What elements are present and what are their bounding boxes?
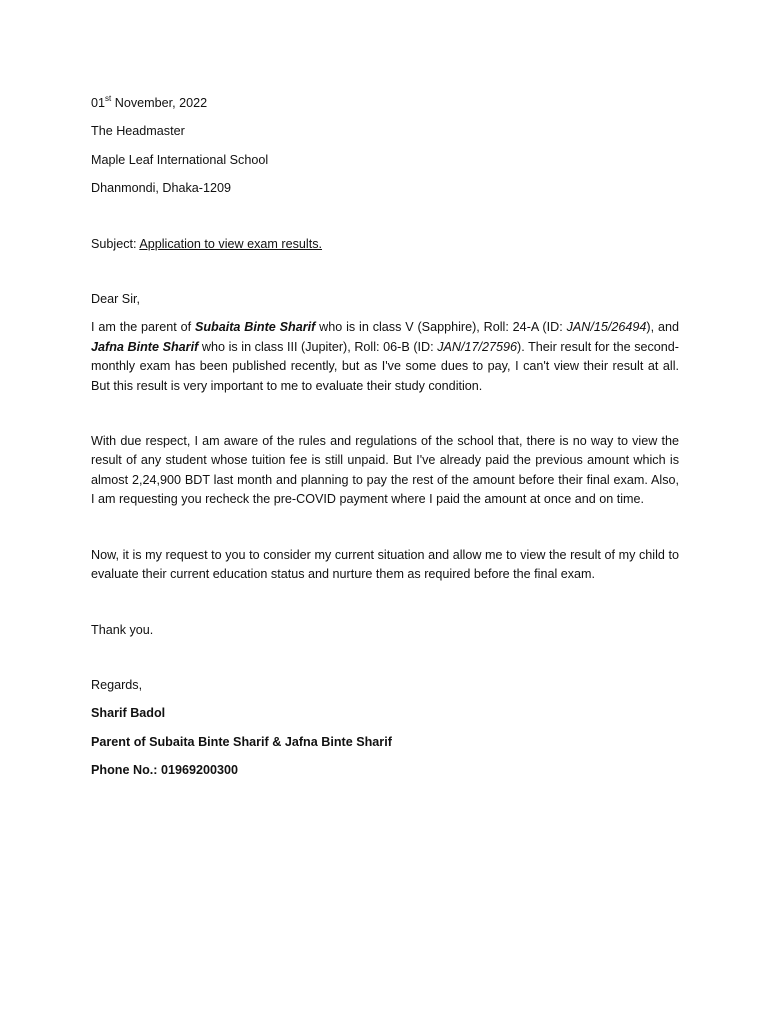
p1-text-1: I am the parent of: [91, 320, 195, 335]
subject-label: Subject:: [91, 236, 140, 251]
sender-relation: Parent of Subaita Binte Sharif & Jafna Binte Sharif: [91, 734, 392, 749]
paragraph-3: Now, it is my request to you to consider my current situation and allow me to view the result of my child to evaluate their current education status and nurture them as required before the final exam.: [91, 547, 679, 582]
p1-text-2: who is in class V (Sapphire), Roll: 24-A (ID:: [315, 320, 567, 335]
date-suffix: st: [105, 94, 112, 103]
p1-text-5: ). Their result for the second-monthly exam has been published recently, but as I've some dues to pay, I can't view their result at all. But this result is very important to me to evaluate their study condition.: [91, 339, 679, 393]
recipient-title: The Headmaster: [91, 124, 185, 139]
child1-name: Subaita Binte Sharif: [194, 320, 316, 335]
p1-text-4: who is in class III (Jupiter), Roll: 06-B (ID:: [198, 339, 438, 354]
paragraph-2: With due respect, I am aware of the rules and regulations of the school that, there is no way to view the result of any student whose tuition fee is still unpaid. But I've already paid the previous amount which is almost 2,24,900 BDT last month and planning to pay the rest of the amount before their final exam. Also, I am requesting you recheck the pre-COVID payment where I paid the amount at once and on time.: [91, 434, 679, 507]
date-day: 01: [91, 96, 106, 110]
subject-text: Application to view exam results.: [139, 236, 323, 251]
closing-regards: Regards,: [91, 677, 143, 692]
thanks-line: Thank you.: [91, 622, 154, 637]
sender-phone: Phone No.: 01969200300: [91, 763, 239, 778]
recipient-school: Maple Leaf International School: [91, 152, 269, 167]
p1-text-3: ), and: [646, 320, 679, 335]
paragraph-1: [91, 318, 679, 396]
salutation: Dear Sir,: [91, 292, 140, 307]
sender-name: Sharif Badol: [91, 706, 166, 721]
letter-body: [91, 94, 679, 781]
date-rest: November, 2022: [111, 96, 208, 110]
letter-date: [91, 94, 679, 113]
child2-id: JAN/17/27596: [437, 339, 518, 354]
recipient-address: Dhanmondi, Dhaka-1209: [91, 181, 232, 196]
child2-name: Jafna Binte Sharif: [91, 339, 199, 354]
subject-line: [91, 235, 679, 254]
child1-id: JAN/15/26494: [566, 320, 647, 335]
